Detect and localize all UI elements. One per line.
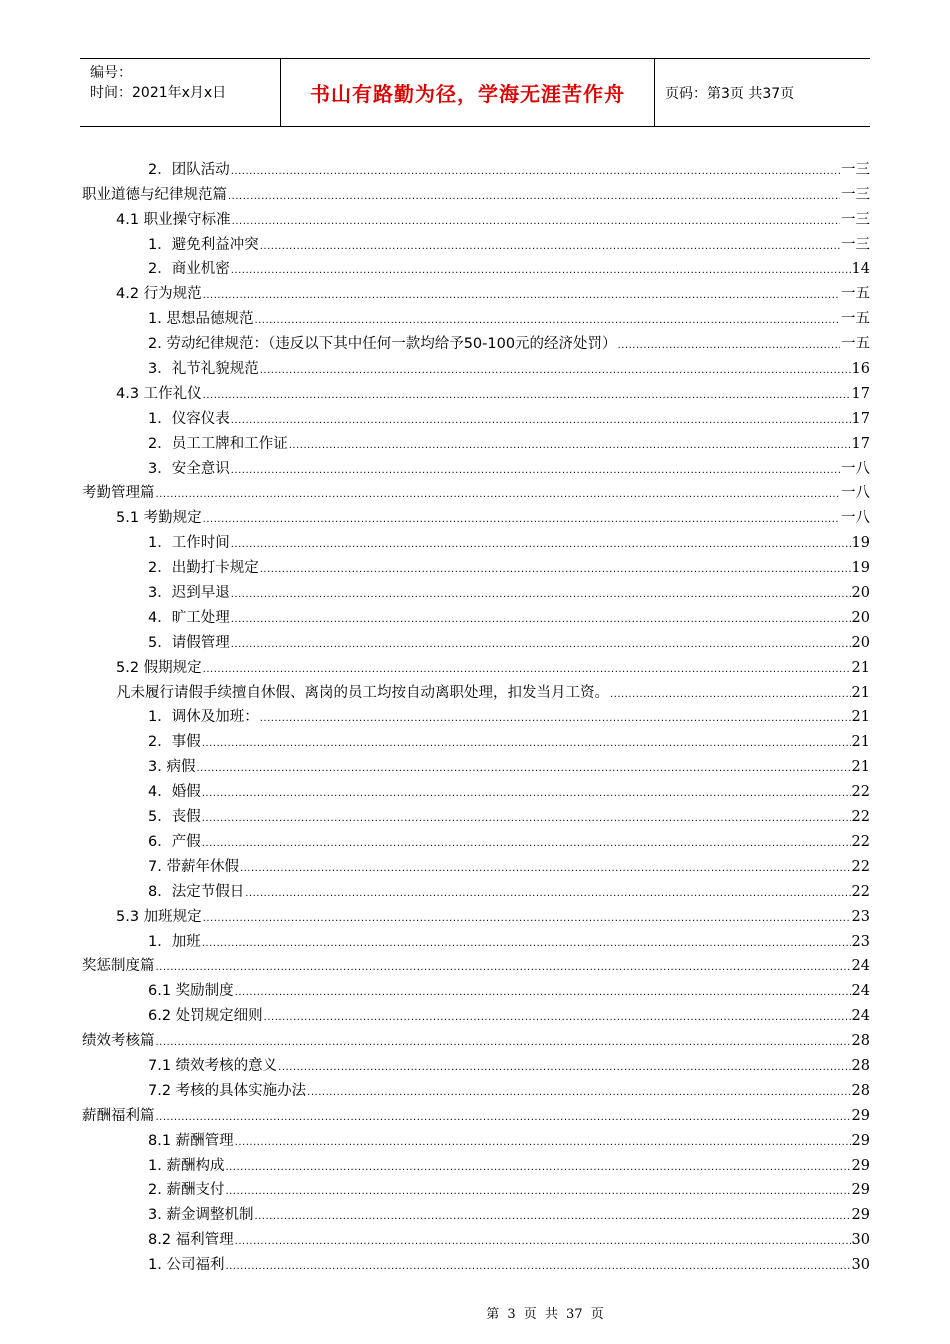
toc-entry[interactable] [80,1224,870,1249]
toc-entry-page: 22 [851,858,870,875]
toc-entry[interactable] [80,1175,870,1200]
toc-entry-title: 2．员工工牌和工作证 [148,435,288,452]
toc-entry[interactable] [80,229,870,254]
toc-entry-page: 一五 [841,311,870,328]
toc-entry[interactable] [80,851,870,876]
toc-entry-page: 16 [851,361,870,378]
toc-dot-leader [260,712,851,726]
toc-entry-page: 20 [851,634,870,651]
toc-entry[interactable] [80,428,870,453]
toc-entry[interactable] [80,403,870,428]
toc-dot-leader [225,1260,850,1274]
toc-entry-title: 1. 薪酬构成 [148,1157,225,1174]
toc-entry-page: 29 [851,1132,870,1149]
toc-entry[interactable] [80,254,870,279]
toc-entry-page: 19 [851,560,870,577]
toc-dot-leader [235,1235,851,1249]
toc-entry[interactable] [80,776,870,801]
toc-entry-page: 21 [851,684,870,701]
toc-dot-leader [202,937,851,951]
toc-entry[interactable] [80,677,870,702]
toc-entry[interactable] [80,652,870,677]
toc-dot-leader [235,1136,851,1150]
toc-entry-page: 22 [851,784,870,801]
toc-entry-title: 6．产假 [148,833,201,850]
toc-entry[interactable] [80,453,870,478]
toc-entry-title: 职业道德与纪律规范篇 [82,186,227,203]
toc-dot-leader [260,240,840,254]
toc-dot-leader [202,787,851,801]
toc-entry-title: 3．礼节礼貌规范 [148,361,259,378]
toc-entry-title: 1. 思想品德规范 [148,311,254,328]
document-number-label: 编号： [90,65,132,81]
toc-entry[interactable] [80,975,870,1000]
toc-entry-title: 4.1 职业操守标准 [116,211,231,228]
toc-entry-page: 17 [851,410,870,427]
toc-entry[interactable] [80,1025,870,1050]
toc-entry-title: 薪酬福利篇 [82,1107,155,1124]
toc-dot-leader [610,688,851,702]
toc-entry[interactable] [80,378,870,403]
toc-entry-title: 3. 薪金调整机制 [148,1207,254,1224]
toc-entry-title: 5.2 假期规定 [116,659,202,676]
toc-dot-leader [264,1011,851,1025]
header-motto [281,59,655,126]
toc-entry[interactable] [80,901,870,926]
toc-entry-title: 考勤管理篇 [82,485,155,502]
toc-dot-leader [307,1086,850,1100]
toc-entry-page: 一三 [841,161,870,178]
toc-entry[interactable] [80,951,870,976]
toc-entry-page: 22 [851,809,870,826]
toc-entry[interactable] [80,328,870,353]
toc-entry-title: 6.2 处罚规定细则 [148,1008,263,1025]
toc-entry[interactable] [80,1050,870,1075]
header-meta [80,59,281,126]
toc-entry-title: 2. 劳动纪律规范：（违反以下其中任何一款均给予50-100元的经济处罚） [148,336,617,353]
toc-entry-page: 30 [851,1257,870,1274]
toc-entry[interactable] [80,1125,870,1150]
toc-entry-page: 一三 [841,186,870,203]
toc-entry-page: 29 [851,1107,870,1124]
toc-entry-title: 奖惩制度篇 [82,958,155,975]
toc-entry-title: 7. 带薪年休假 [148,858,239,875]
page-footer [0,1303,950,1322]
toc-dot-leader [231,264,851,278]
toc-entry-page: 21 [851,734,870,751]
toc-entry-title: 4．旷工处理 [148,609,230,626]
toc-dot-leader [156,488,841,502]
toc-entry[interactable] [80,726,870,751]
motto-text: 书山有路勤为径，学海无涯苦作舟 [310,82,625,106]
toc-entry-title: 2. 薪酬支付 [148,1182,225,1199]
toc-entry-title: 1．加班 [148,933,201,950]
toc-entry[interactable] [80,876,870,901]
document-date: 时间：2021年x月x日 [90,85,227,101]
toc-entry-title: 2．团队活动 [148,161,230,178]
toc-entry-page: 29 [851,1207,870,1224]
toc-dot-leader [196,762,850,776]
toc-entry-page: 29 [851,1182,870,1199]
toc-entry[interactable] [80,1100,870,1125]
page-header [80,58,870,127]
toc-entry-page: 20 [851,609,870,626]
toc-entry-page: 24 [851,1008,870,1025]
toc-entry-title: 7.2 考核的具体实施办法 [148,1082,307,1099]
toc-dot-leader [203,389,851,403]
toc-entry-page: 24 [851,958,870,975]
toc-entry-page: 17 [851,435,870,452]
toc-entry[interactable] [80,702,870,727]
toc-dot-leader [254,1210,850,1224]
toc-entry-title: 3．安全意识 [148,460,230,477]
toc-entry-page: 一五 [841,336,870,353]
toc-entry-page: 30 [851,1232,870,1249]
toc-entry[interactable] [80,577,870,602]
toc-dot-leader [156,1036,851,1050]
toc-entry-page: 一五 [841,286,870,303]
toc-dot-leader [203,663,851,677]
toc-entry-page: 一八 [841,485,870,502]
toc-entry-title: 3. 病假 [148,759,196,776]
toc-entry-page: 21 [851,759,870,776]
toc-entry-page: 23 [851,933,870,950]
toc-dot-leader [618,339,840,353]
toc-dot-leader [245,887,850,901]
toc-dot-leader [235,986,851,1000]
toc-dot-leader [240,862,851,876]
toc-entry-page: 22 [851,883,870,900]
toc-dot-leader [231,165,840,179]
page-info-text: 页码：第3页 共37页 [665,85,795,102]
toc-entry-page: 一三 [841,236,870,253]
toc-entry-page: 17 [851,385,870,402]
toc-entry-title: 5.3 加班规定 [116,908,202,925]
toc-entry-title: 8.1 薪酬管理 [148,1132,234,1149]
toc-entry[interactable] [80,1150,870,1175]
toc-entry[interactable] [80,751,870,776]
toc-entry-title: 6.1 奖励制度 [148,983,234,1000]
toc-dot-leader [225,1185,850,1199]
toc-entry[interactable] [80,826,870,851]
toc-entry-page: 28 [851,1082,870,1099]
toc-dot-leader [202,837,851,851]
toc-entry-page: 一八 [841,510,870,527]
toc-dot-leader [260,563,851,577]
toc-dot-leader [231,414,851,428]
toc-entry[interactable] [80,1249,870,1274]
toc-dot-leader [203,289,840,303]
toc-entry-page: 29 [851,1157,870,1174]
toc-dot-leader [156,961,851,975]
toc-entry-title: 5．丧假 [148,809,201,826]
toc-dot-leader [231,538,851,552]
toc-dot-leader [231,638,851,652]
toc-dot-leader [289,439,851,453]
toc-entry[interactable] [80,204,870,229]
toc-dot-leader [228,190,840,204]
toc-entry-page: 一三 [841,211,870,228]
toc-dot-leader [203,513,840,527]
toc-entry-page: 21 [851,709,870,726]
toc-entry-title: 绩效考核篇 [82,1033,155,1050]
toc-entry[interactable] [80,154,870,179]
toc-entry[interactable] [80,179,870,204]
toc-entry-title: 3．迟到早退 [148,585,230,602]
toc-entry[interactable] [80,1075,870,1100]
toc-entry-title: 7.1 绩效考核的意义 [148,1057,278,1074]
toc-dot-leader [278,1061,850,1075]
toc-entry[interactable] [80,353,870,378]
toc-entry-title: 1. 公司福利 [148,1257,225,1274]
toc-dot-leader [202,812,851,826]
toc-entry-title: 5.1 考勤规定 [116,510,202,527]
toc-entry-title: 4.3 工作礼仪 [116,385,202,402]
toc-entry-title: 2．商业机密 [148,261,230,278]
toc-entry[interactable] [80,627,870,652]
toc-entry-page: 21 [851,659,870,676]
toc-entry-page: 28 [851,1057,870,1074]
toc-dot-leader [260,364,851,378]
toc-entry[interactable] [80,1199,870,1224]
toc-entry-title: 1．避免利益冲突 [148,236,259,253]
toc-entry-page: 28 [851,1033,870,1050]
toc-dot-leader [231,464,840,478]
toc-entry-title: 1．仪容仪表 [148,410,230,427]
toc-entry-page: 24 [851,983,870,1000]
header-page-info [655,59,870,126]
toc-entry-title: 8．法定节假日 [148,883,245,900]
toc-entry-title: 凡未履行请假手续擅自休假、离岗的员工均按自动离职处理，扣发当月工资。 [116,684,609,701]
toc-entry[interactable] [80,926,870,951]
toc-dot-leader [156,1111,851,1125]
toc-entry[interactable] [80,478,870,503]
toc-dot-leader [225,1161,850,1175]
table-of-contents [80,154,870,1274]
toc-entry-title: 4.2 行为规范 [116,286,202,303]
toc-dot-leader [232,215,840,229]
toc-entry-title: 1．调休及加班： [148,709,259,726]
toc-entry-title: 2．事假 [148,734,201,751]
toc-entry-page: 23 [851,908,870,925]
toc-entry-page: 22 [851,833,870,850]
toc-entry-title: 8.2 福利管理 [148,1232,234,1249]
toc-entry[interactable] [80,552,870,577]
toc-entry[interactable] [80,602,870,627]
footer-page-number: 第 3 页 共 37 页 [486,1307,604,1322]
toc-entry[interactable] [80,278,870,303]
toc-entry[interactable] [80,502,870,527]
toc-entry-page: 20 [851,585,870,602]
toc-entry[interactable] [80,1000,870,1025]
toc-entry-title: 1．工作时间 [148,535,230,552]
toc-entry[interactable] [80,527,870,552]
toc-entry[interactable] [80,303,870,328]
toc-dot-leader [231,613,851,627]
toc-entry-page: 14 [851,261,870,278]
toc-entry-title: 4．婚假 [148,784,201,801]
toc-entry-page: 19 [851,535,870,552]
toc-entry[interactable] [80,801,870,826]
toc-dot-leader [231,588,851,602]
toc-entry-title: 5．请假管理 [148,634,230,651]
toc-dot-leader [254,314,840,328]
toc-entry-title: 2．出勤打卡规定 [148,560,259,577]
toc-entry-page: 一八 [841,460,870,477]
toc-dot-leader [203,912,851,926]
toc-dot-leader [202,737,851,751]
